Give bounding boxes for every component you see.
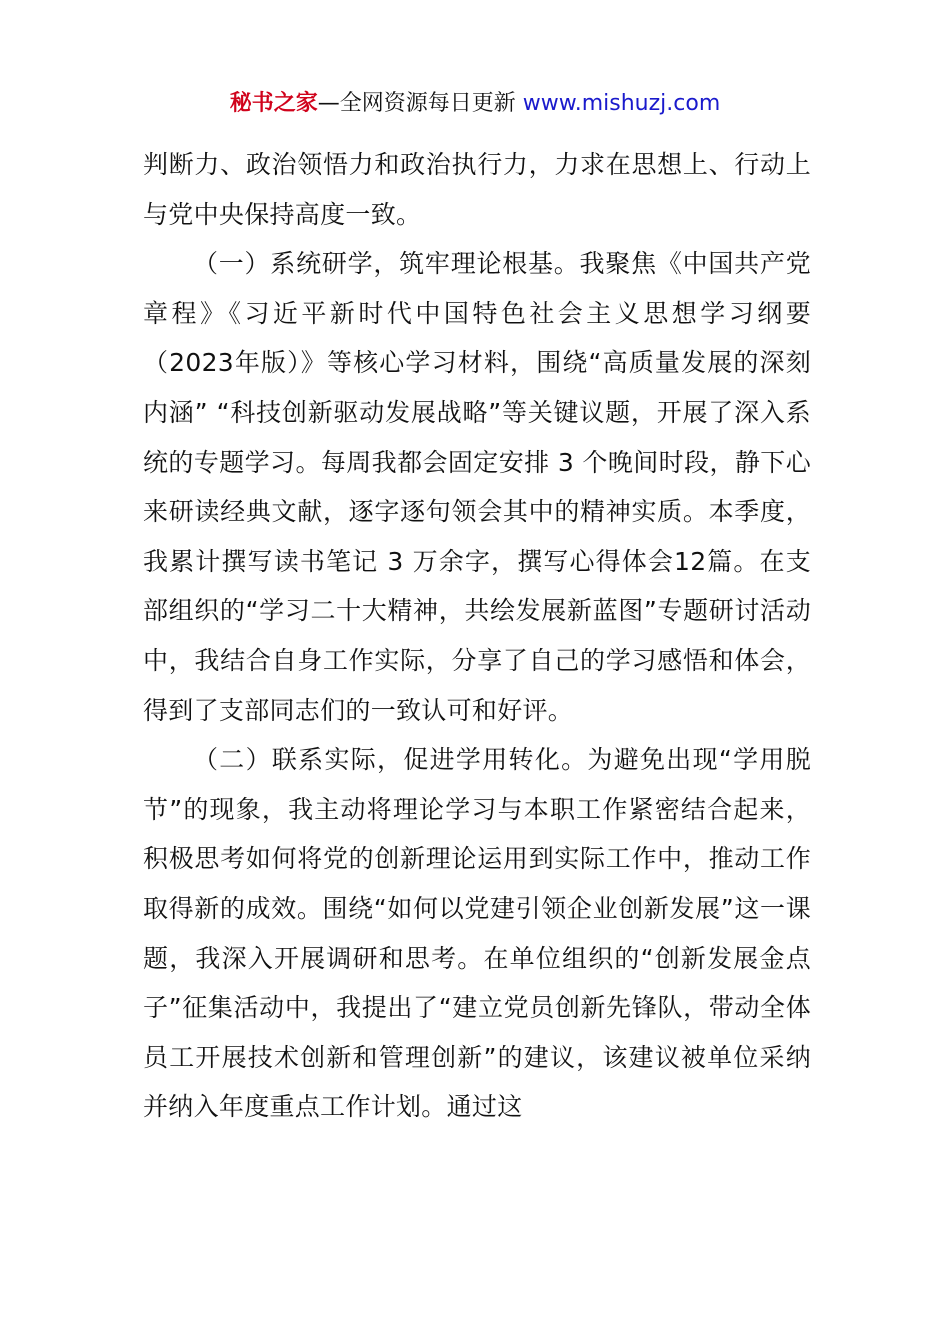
paragraph-continued: 判断力、政治领悟力和政治执行力，力求在思想上、行动上与党中央保持高度一致。 [143, 150, 811, 229]
header-dash: — [317, 91, 340, 116]
site-header [0, 88, 950, 120]
document-body [143, 140, 811, 1132]
paragraph-section-one: （一）系统研学，筑牢理论根基。我聚焦《中国共产党章程》《习近平新时代中国特色社会主义思想学习纲要（2023年版）》等核心学习材料，围绕“高质量发展的深刻内涵” “科技创新驱动发展战略”等关键议题，开展了深入系统的专题学习。每周我都会固定安排 3 个晚间时段，静下心来研读经典文献，逐字逐句领会其中的精神实质。本季度，我累计撰写读书笔记 3 万余字，撰写心得体会12篇。在支部组织的“学习二十大精神，共绘发展新蓝图”专题研讨活动中，我结合自身工作实际，分享了自己的学习感悟和体会，得到了支部同志们的一致认可和好评。 [143, 249, 811, 725]
site-url-link[interactable]: www.mishuzj.com [522, 91, 721, 116]
site-brand: 秘书之家 [229, 91, 318, 116]
paragraph-section-two: （二）联系实际，促进学用转化。为避免出现“学用脱节”的现象，我主动将理论学习与本职工作紧密结合起来，积极思考如何将党的创新理论运用到实际工作中，推动工作取得新的成效。围绕“如何以党建引领企业创新发展”这一课题，我深入开展调研和思考。在单位组织的“创新发展金点子”征集活动中，我提出了“建立党员创新先锋队，带动全体员工开展技术创新和管理创新”的建议，该建议被单位采纳并纳入年度重点工作计划。通过这 [143, 745, 811, 1122]
site-slogan: 全网资源每日更新 [339, 91, 516, 116]
